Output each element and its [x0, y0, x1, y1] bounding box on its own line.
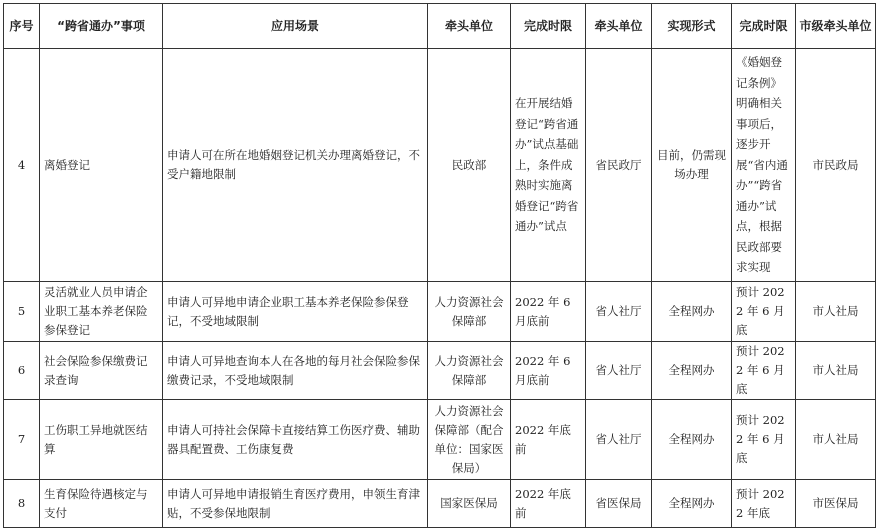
row-form: 全程网办 [652, 400, 732, 480]
header-form: 实现形式 [652, 4, 732, 49]
row-prov-deadline: 《婚姻登记条例》明确相关事项后，逐步开展“省内通办”“跨省通办”试点，根据民政部要求实现 [732, 49, 796, 282]
row-form: 全程网办 [652, 342, 732, 400]
table-row [4, 480, 876, 528]
row-form: 全程网办 [652, 282, 732, 342]
header-prov-deadline: 完成时限 [732, 4, 796, 49]
row-lead: 人力资源社会保障部 [428, 282, 511, 342]
row-deadline: 2022 年 6 月底前 [511, 342, 586, 400]
row-lead: 国家医保局 [428, 480, 511, 528]
row-item: 社会保险参保缴费记录查询 [40, 342, 163, 400]
table-row [4, 282, 876, 342]
row-city-lead: 市医保局 [796, 480, 876, 528]
row-prov-deadline: 预计 2022 年底 [732, 480, 796, 528]
header-item: “跨省通办”事项 [40, 4, 163, 49]
header-city-lead: 市级牵头单位 [796, 4, 876, 49]
row-scenario: 申请人可持社会保障卡直接结算工伤医疗费、辅助器具配置费、工伤康复费 [163, 400, 428, 480]
row-form: 全程网办 [652, 480, 732, 528]
row-city-lead: 市民政局 [796, 49, 876, 282]
row-no: 6 [4, 342, 40, 400]
row-no: 5 [4, 282, 40, 342]
row-prov-deadline: 预计 2022 年 6 月底 [732, 400, 796, 480]
row-deadline: 在开展结婚登记“跨省通办”试点基础上，条件成熟时实施离婚登记“跨省通办”试点 [511, 49, 586, 282]
row-prov-lead: 省医保局 [586, 480, 652, 528]
row-city-lead: 市人社局 [796, 282, 876, 342]
row-prov-lead: 省民政厅 [586, 49, 652, 282]
table-row [4, 49, 876, 282]
row-city-lead: 市人社局 [796, 342, 876, 400]
row-lead: 民政部 [428, 49, 511, 282]
row-item: 生育保险待遇核定与支付 [40, 480, 163, 528]
table-row [4, 400, 876, 480]
row-lead-text: 人力资源社会保障部 [434, 403, 504, 437]
header-row [4, 4, 876, 49]
row-form: 目前，仍需现场办理 [652, 49, 732, 282]
table-row [4, 342, 876, 400]
row-lead: 人力资源社会保障部 [428, 342, 511, 400]
row-no: 8 [4, 480, 40, 528]
header-deadline: 完成时限 [511, 4, 586, 49]
row-item: 离婚登记 [40, 49, 163, 282]
row-prov-lead: 省人社厅 [586, 282, 652, 342]
row-scenario: 申请人可异地查询本人在各地的每月社会保险参保缴费记录，不受地域限制 [163, 342, 428, 400]
policy-table [3, 3, 876, 528]
row-prov-lead: 省人社厅 [586, 400, 652, 480]
row-city-lead: 市人社局 [796, 400, 876, 480]
row-deadline: 2022 年底前 [511, 480, 586, 528]
header-lead: 牵头单位 [428, 4, 511, 49]
row-lead-note: （配合单位：国家医保局） [434, 422, 504, 475]
header-prov-lead: 牵头单位 [586, 4, 652, 49]
row-no: 7 [4, 400, 40, 480]
row-lead [428, 400, 511, 480]
row-item: 灵活就业人员申请企业职工基本养老保险参保登记 [40, 282, 163, 342]
row-item: 工伤职工异地就医结算 [40, 400, 163, 480]
row-scenario: 申请人可异地申请企业职工基本养老保险参保登记，不受地域限制 [163, 282, 428, 342]
row-scenario: 申请人可异地申请报销生育医疗费用，申领生育津贴，不受参保地限制 [163, 480, 428, 528]
header-scenario: 应用场景 [163, 4, 428, 49]
header-no: 序号 [4, 4, 40, 49]
row-deadline: 2022 年底前 [511, 400, 586, 480]
row-prov-deadline: 预计 2022 年 6 月底 [732, 342, 796, 400]
row-scenario: 申请人可在所在地婚姻登记机关办理离婚登记，不受户籍地限制 [163, 49, 428, 282]
row-prov-deadline: 预计 2022 年 6 月底 [732, 282, 796, 342]
row-no: 4 [4, 49, 40, 282]
row-prov-lead: 省人社厅 [586, 342, 652, 400]
row-deadline: 2022 年 6 月底前 [511, 282, 586, 342]
